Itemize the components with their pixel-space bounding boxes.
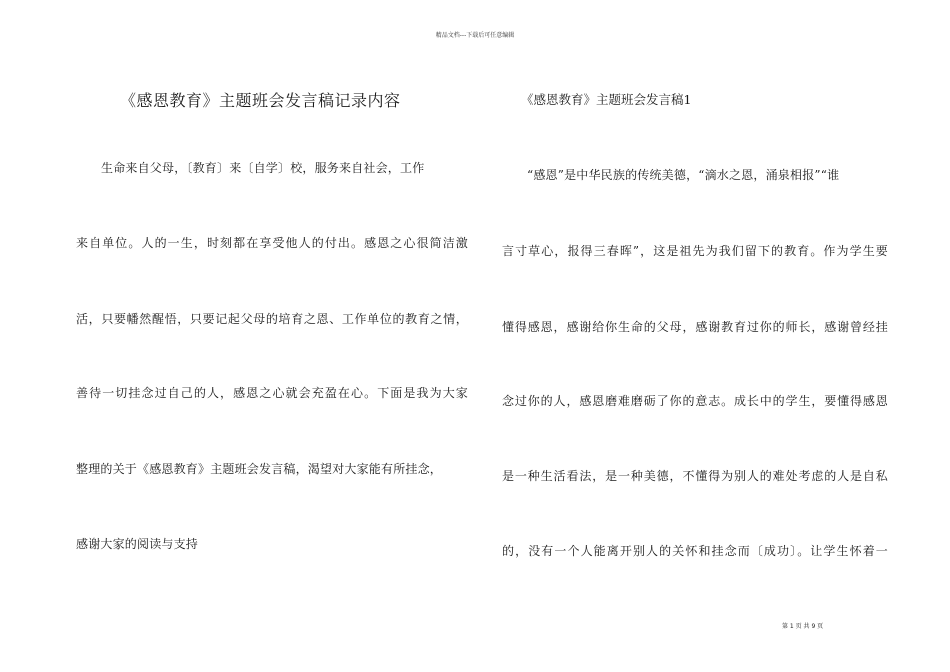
- paragraph-line: 活，只要幡然醒悟，只要记起父母的培育之恩、工作单位的教育之情，: [76, 312, 468, 326]
- paragraph-line: 善待一切挂念过自己的人，感恩之心就会充盈在心。下面是我为大家: [76, 386, 468, 400]
- paragraph-line: 生命来自父母，〔教育〕来〔自学〕校，服务来自社会，工作: [101, 161, 425, 175]
- paragraph-line: “感恩”是中华民族的传统美德，“滴水之恩，涌泉相报”“谁: [527, 168, 840, 182]
- page-number: 第 1 页 共 9 页: [782, 623, 824, 630]
- paragraph-line: 感谢大家的阅读与支持: [76, 537, 199, 551]
- paragraph-line: 整理的关于《感恩教育》主题班会发言稿，渴望对大家能有所挂念，: [76, 462, 443, 476]
- header-note: 精品文档---下载后可任意编辑: [435, 32, 515, 39]
- section-title: 《感恩教育》主题班会发言稿1: [521, 92, 692, 107]
- paragraph-line: 言寸草心，报得三春晖”，这是祖先为我们留下的教育。作为学生要: [502, 244, 888, 258]
- paragraph-line: 是一种生活看法，是一种美德，不懂得为别人的难处考虑的人是自私: [502, 469, 888, 483]
- paragraph-line: 懂得感恩，感谢给你生命的父母，感谢教育过你的师长，感谢曾经挂: [502, 320, 888, 334]
- document-title: 《感恩教育》主题班会发言稿记录内容: [120, 91, 401, 110]
- paragraph-line: 来自单位。人的一生，时刻都在享受他人的付出。感恩之心很简洁激: [76, 236, 468, 250]
- paragraph-line: 念过你的人，感恩磨难磨砺了你的意志。成长中的学生，要懂得感恩: [502, 394, 888, 408]
- paragraph-line: 的，没有一个人能离开别人的关怀和挂念而〔成功〕。让学生怀着一: [502, 544, 888, 558]
